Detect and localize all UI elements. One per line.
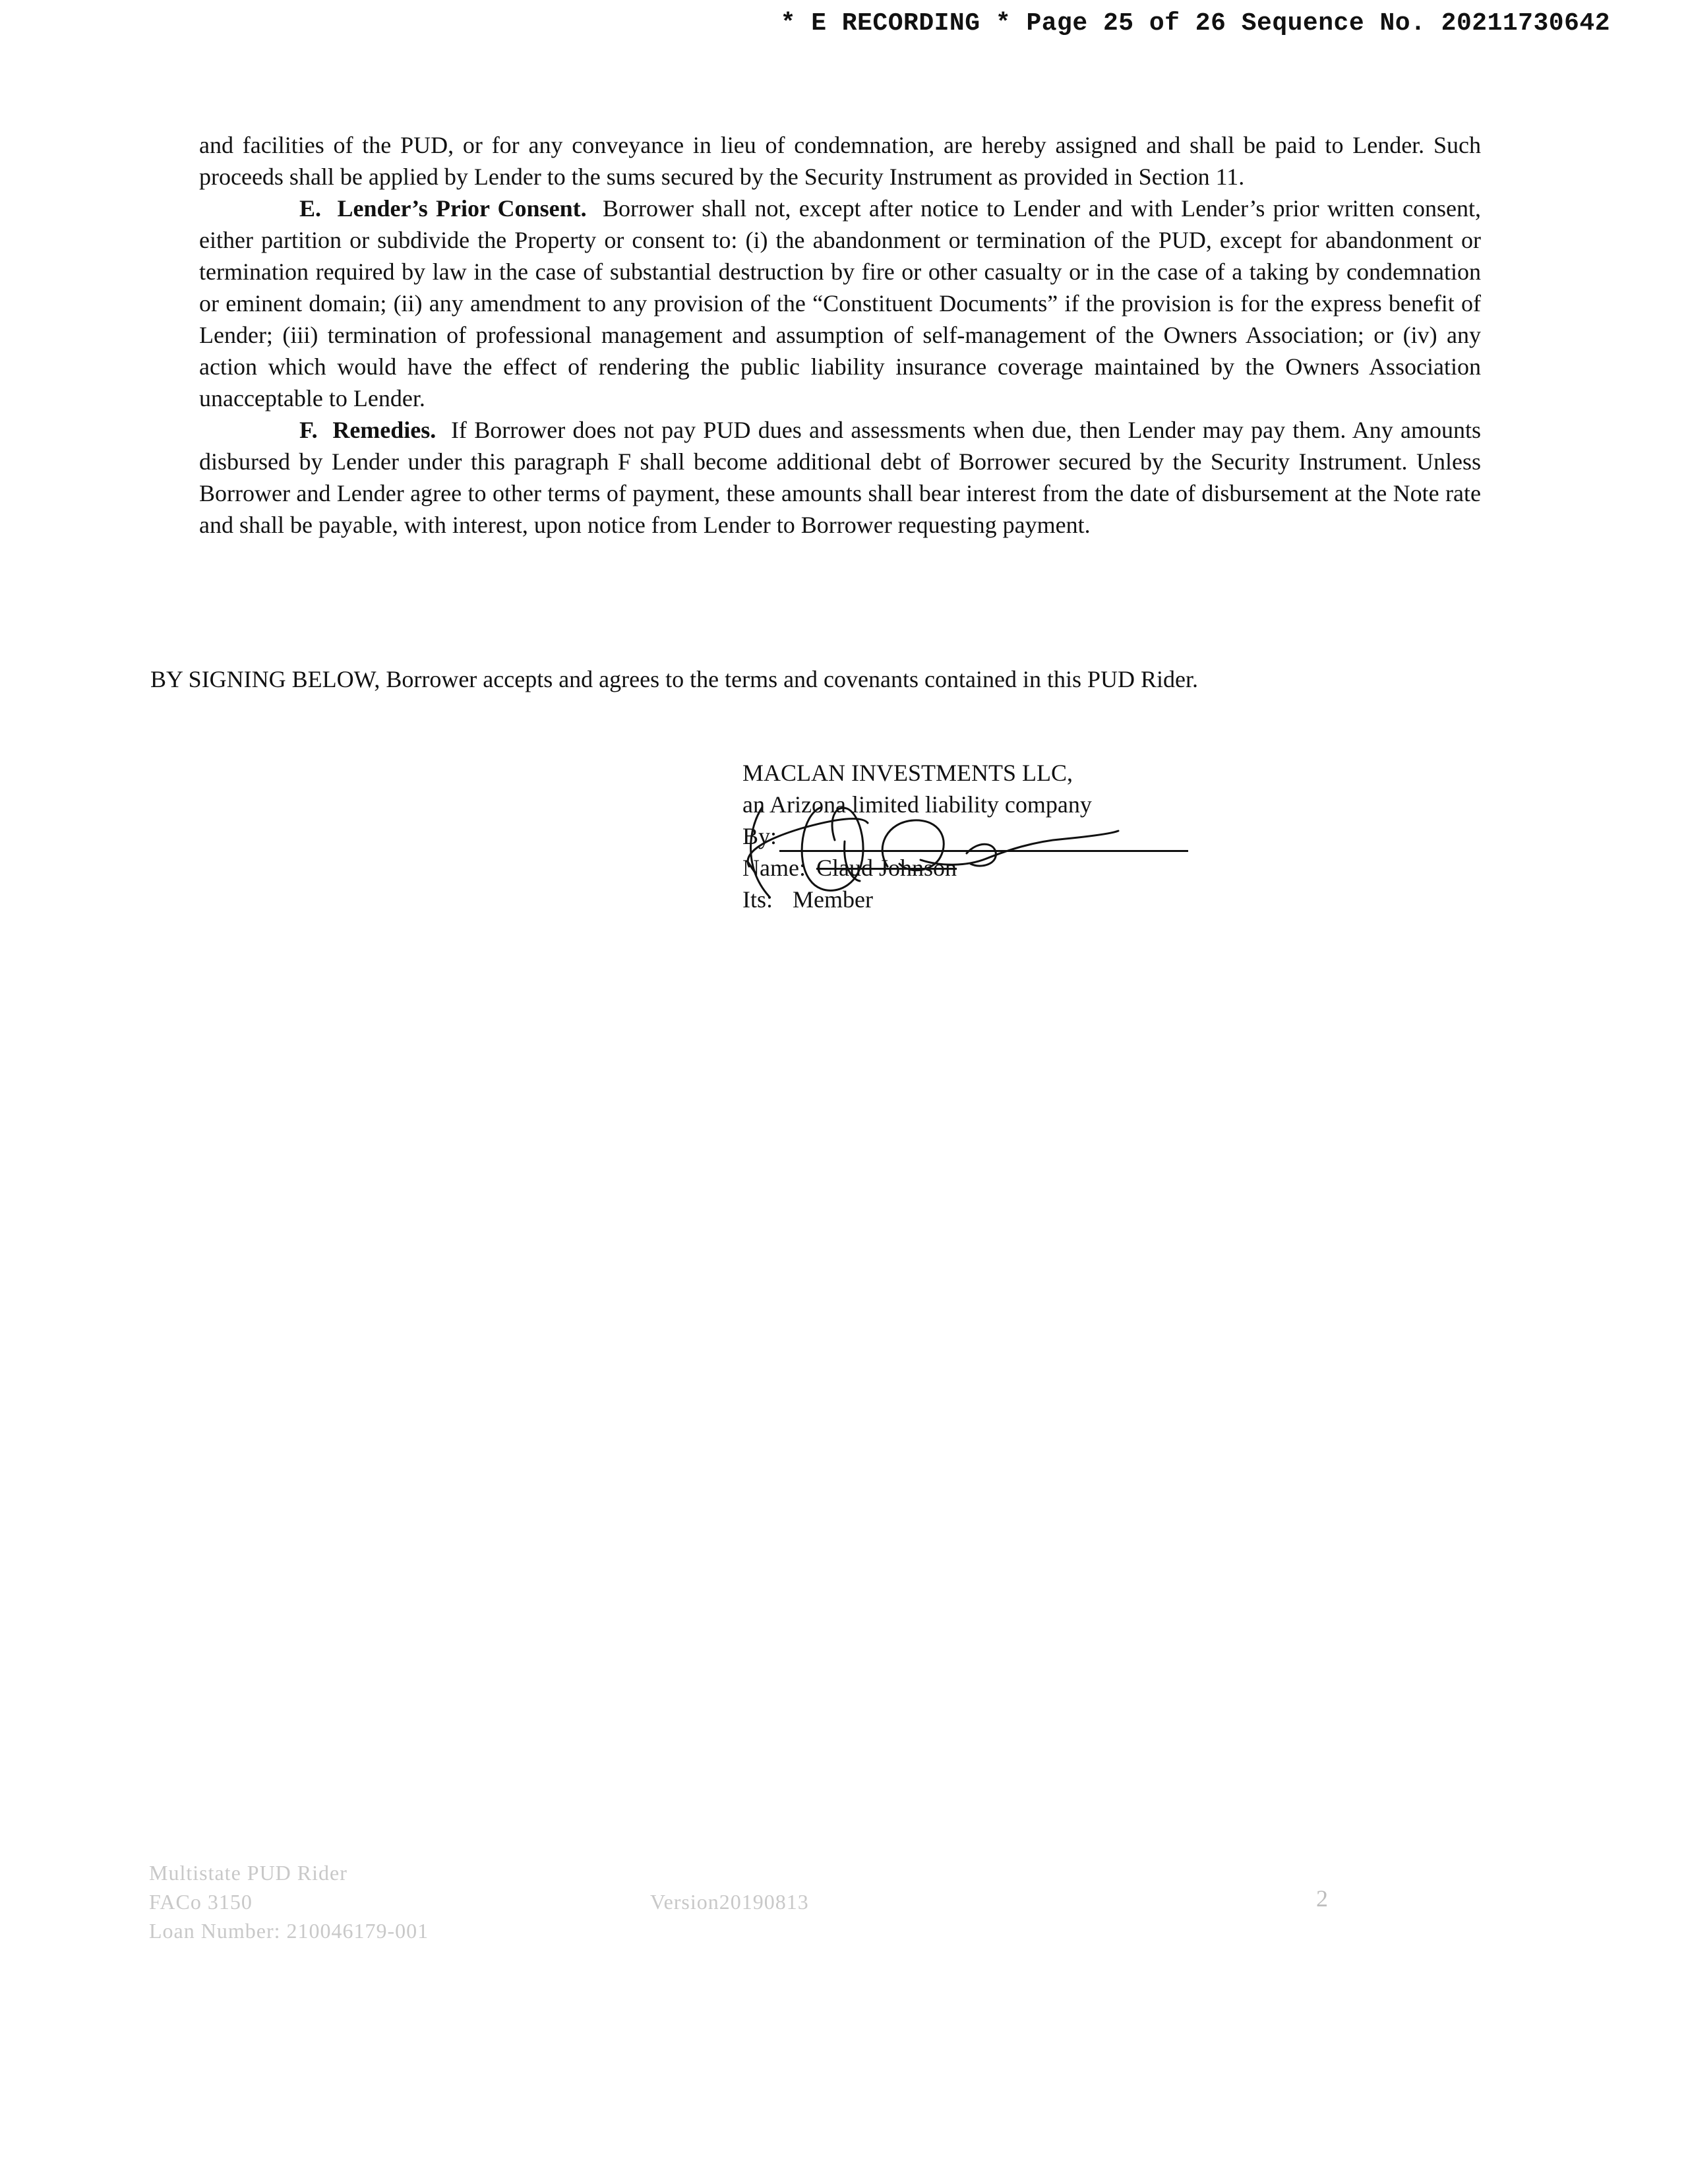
section-f-paragraph bbox=[199, 414, 1481, 541]
section-f-text: If Borrower does not pay PUD dues and assessments when due, then Lender may pay them. Any amounts disbursed by Lender under this paragraph F shall become additional debt of Borrower secured by the Security Instrument. Unless Borrower and Lender agree to other terms of payment, these amounts shall bear interest from the date of disbursement at the Note rate and shall be payable, with interest, upon notice from Lender to Borrower requesting payment. bbox=[199, 417, 1482, 538]
section-e-text: Borrower shall not, except after notice to Lender and with Lender’s prior written consent, either partition or subdivide the Property or consent to: (i) the abandonment or termination of the PUD, except for abandonment or termination required by law in the case of substantial destruction by fire or other casualty or in the case of a taking by condemnation or eminent domain; (ii) any amendment to any provision of the “Constituent Documents” if the provision is for the express benefit of Lender; (iii) termination of professional management and assumption of self-management of the Owners Association; or (iv) any action which would have the effect of rendering the public liability insurance coverage maintained by the Owners Association unacceptable to Lender. bbox=[199, 195, 1481, 411]
signer-entity-description: an Arizona limited liability company bbox=[742, 791, 1092, 818]
section-f-label: F. bbox=[299, 417, 318, 443]
signature-stroke-1 bbox=[748, 819, 868, 866]
loan-number: Loan Number: 210046179-001 bbox=[149, 1919, 429, 1943]
page-number: 2 bbox=[1316, 1885, 1328, 1912]
section-e-paragraph bbox=[199, 193, 1481, 414]
signing-statement: BY SIGNING BELOW, Borrower accepts and agrees to the terms and covenants contained in this PUD Rider. bbox=[150, 666, 1198, 692]
form-version: Version20190813 bbox=[650, 1890, 809, 1914]
section-e-heading: Lender’s Prior Consent. bbox=[337, 195, 587, 222]
form-code: FACo 3150 bbox=[149, 1890, 253, 1914]
by-label: By: bbox=[742, 823, 777, 849]
section-e-label: E. bbox=[299, 195, 322, 222]
recording-stamp-header: * E RECORDING * Page 25 of 26 Sequence No. 20211730642 bbox=[780, 9, 1610, 38]
section-f-heading: Remedies. bbox=[332, 417, 437, 443]
its-label: Its: bbox=[742, 886, 773, 913]
signer-entity-name: MACLAN INVESTMENTS LLC, bbox=[742, 760, 1073, 786]
name-label: Name: bbox=[742, 855, 806, 881]
rider-body-text bbox=[199, 129, 1481, 541]
form-identification-footer bbox=[149, 1858, 429, 1945]
continuation-paragraph: and facilities of the PUD, or for any conveyance in lieu of condemnation, are hereby assigned and shall be paid to Lender. Such proceeds shall be applied by Lender to the sums secured by the Security Instrument as provided in Section 11. bbox=[199, 132, 1481, 190]
signature-stroke-5 bbox=[920, 831, 1118, 864]
signer-title: Member bbox=[793, 886, 873, 913]
form-name: Multistate PUD Rider bbox=[149, 1861, 347, 1885]
handwritten-signature bbox=[723, 768, 1131, 926]
signer-name: Claud Johnson bbox=[816, 855, 957, 881]
